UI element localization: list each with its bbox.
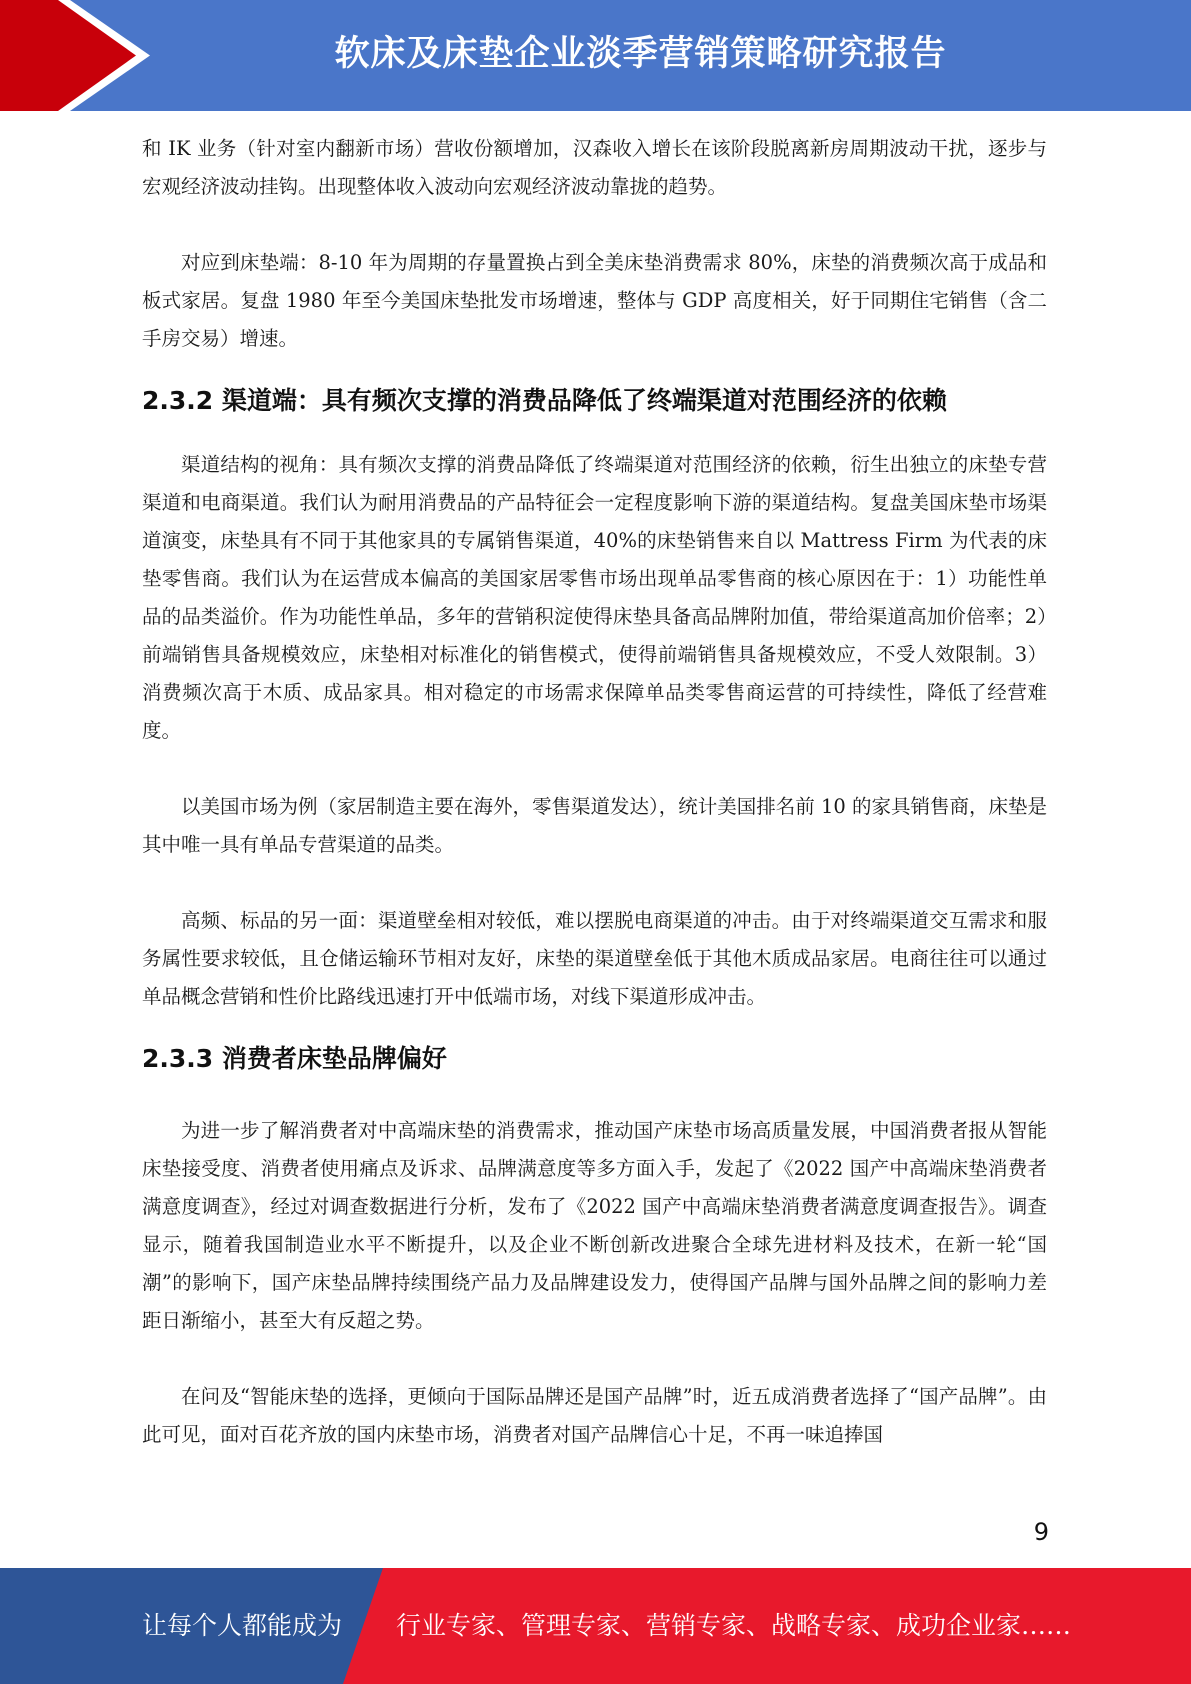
header-title: 软床及床垫企业淡季营销策略研究报告	[334, 34, 947, 74]
document-body	[142, 130, 1047, 1454]
section-heading: 2.3.2 渠道端：具有频次支撑的消费品降低了终端渠道对范围经济的依赖	[142, 386, 947, 415]
footer-slogan-right: 行业专家、管理专家、营销专家、战略专家、成功企业家……	[396, 1611, 1072, 1640]
paragraph: 在问及“智能床垫的选择，更倾向于国际品牌还是国产品牌”时，近五成消费者选择了“国产品牌”。由此可见，面对百花齐放的国内床垫市场，消费者对国产品牌信心十足，不再一味追捧国	[142, 1385, 1047, 1446]
page-header	[0, 0, 1191, 111]
page-footer	[0, 1568, 1191, 1684]
page-number: 9	[1033, 1518, 1049, 1546]
paragraph: 高频、标品的另一面：渠道壁垒相对较低，难以摆脱电商渠道的冲击。由于对终端渠道交互需求和服务属性要求较低，且仓储运输环节相对友好，床垫的渠道壁垒低于其他木质成品家居。电商往往可以通过单品概念营销和性价比路线迅速打开中低端市场，对线下渠道形成冲击。	[142, 909, 1047, 1008]
paragraph: 和 IK 业务（针对室内翻新市场）营收份额增加，汉森收入增长在该阶段脱离新房周期波动干扰，逐步与宏观经济波动挂钩。出现整体收入波动向宏观经济波动靠拢的趋势。	[142, 137, 1047, 198]
section-heading: 2.3.3 消费者床垫品牌偏好	[142, 1044, 447, 1073]
paragraph: 渠道结构的视角：具有频次支撑的消费品降低了终端渠道对范围经济的依赖，衍生出独立的床垫专营渠道和电商渠道。我们认为耐用消费品的产品特征会一定程度影响下游的渠道结构。复盘美国床垫市场渠道演变，床垫具有不同于其他家具的专属销售渠道，40%的床垫销售来自以 Mattress Firm 为代表的床垫零售商。我们认为在运营成本偏高的美国家居零售市场出现单品零售商的核心原因在于：1）功能性单品的品类溢价。作为功能性单品，多年的营销积淀使得床垫具备高品牌附加值，带给渠道高加价倍率；2）前端销售具备规模效应，床垫相对标准化的销售模式，使得前端销售具备规模效应，不受人效限制。3）消费频次高于木质、成品家具。相对稳定的市场需求保障单品类零售商运营的可持续性，降低了经营难度。	[142, 453, 1047, 742]
footer-slogan-left: 让每个人都能成为	[142, 1611, 343, 1640]
header-chevron-icon	[0, 0, 160, 111]
paragraph: 以美国市场为例（家居制造主要在海外，零售渠道发达），统计美国排名前 10 的家具销售商，床垫是其中唯一具有单品专营渠道的品类。	[142, 795, 1047, 856]
paragraph: 对应到床垫端：8-10 年为周期的存量置换占到全美床垫消费需求 80%，床垫的消费频次高于成品和板式家居。复盘 1980 年至今美国床垫批发市场增速，整体与 GDP 高度相关，好于同期住宅销售（含二手房交易）增速。	[142, 251, 1047, 350]
paragraph: 为进一步了解消费者对中高端床垫的消费需求，推动国产床垫市场高质量发展，中国消费者报从智能床垫接受度、消费者使用痛点及诉求、品牌满意度等多方面入手，发起了《2022 国产中高端床垫消费者满意度调查》，经过对调查数据进行分析，发布了《2022 国产中高端床垫消费者满意度调查报告》。调查显示，随着我国制造业水平不断提升，以及企业不断创新改进聚合全球先进材料及技术，在新一轮“国潮”的影响下，国产床垫品牌持续围绕产品力及品牌建设发力，使得国产品牌与国外品牌之间的影响力差距日渐缩小，甚至大有反超之势。	[142, 1119, 1047, 1332]
